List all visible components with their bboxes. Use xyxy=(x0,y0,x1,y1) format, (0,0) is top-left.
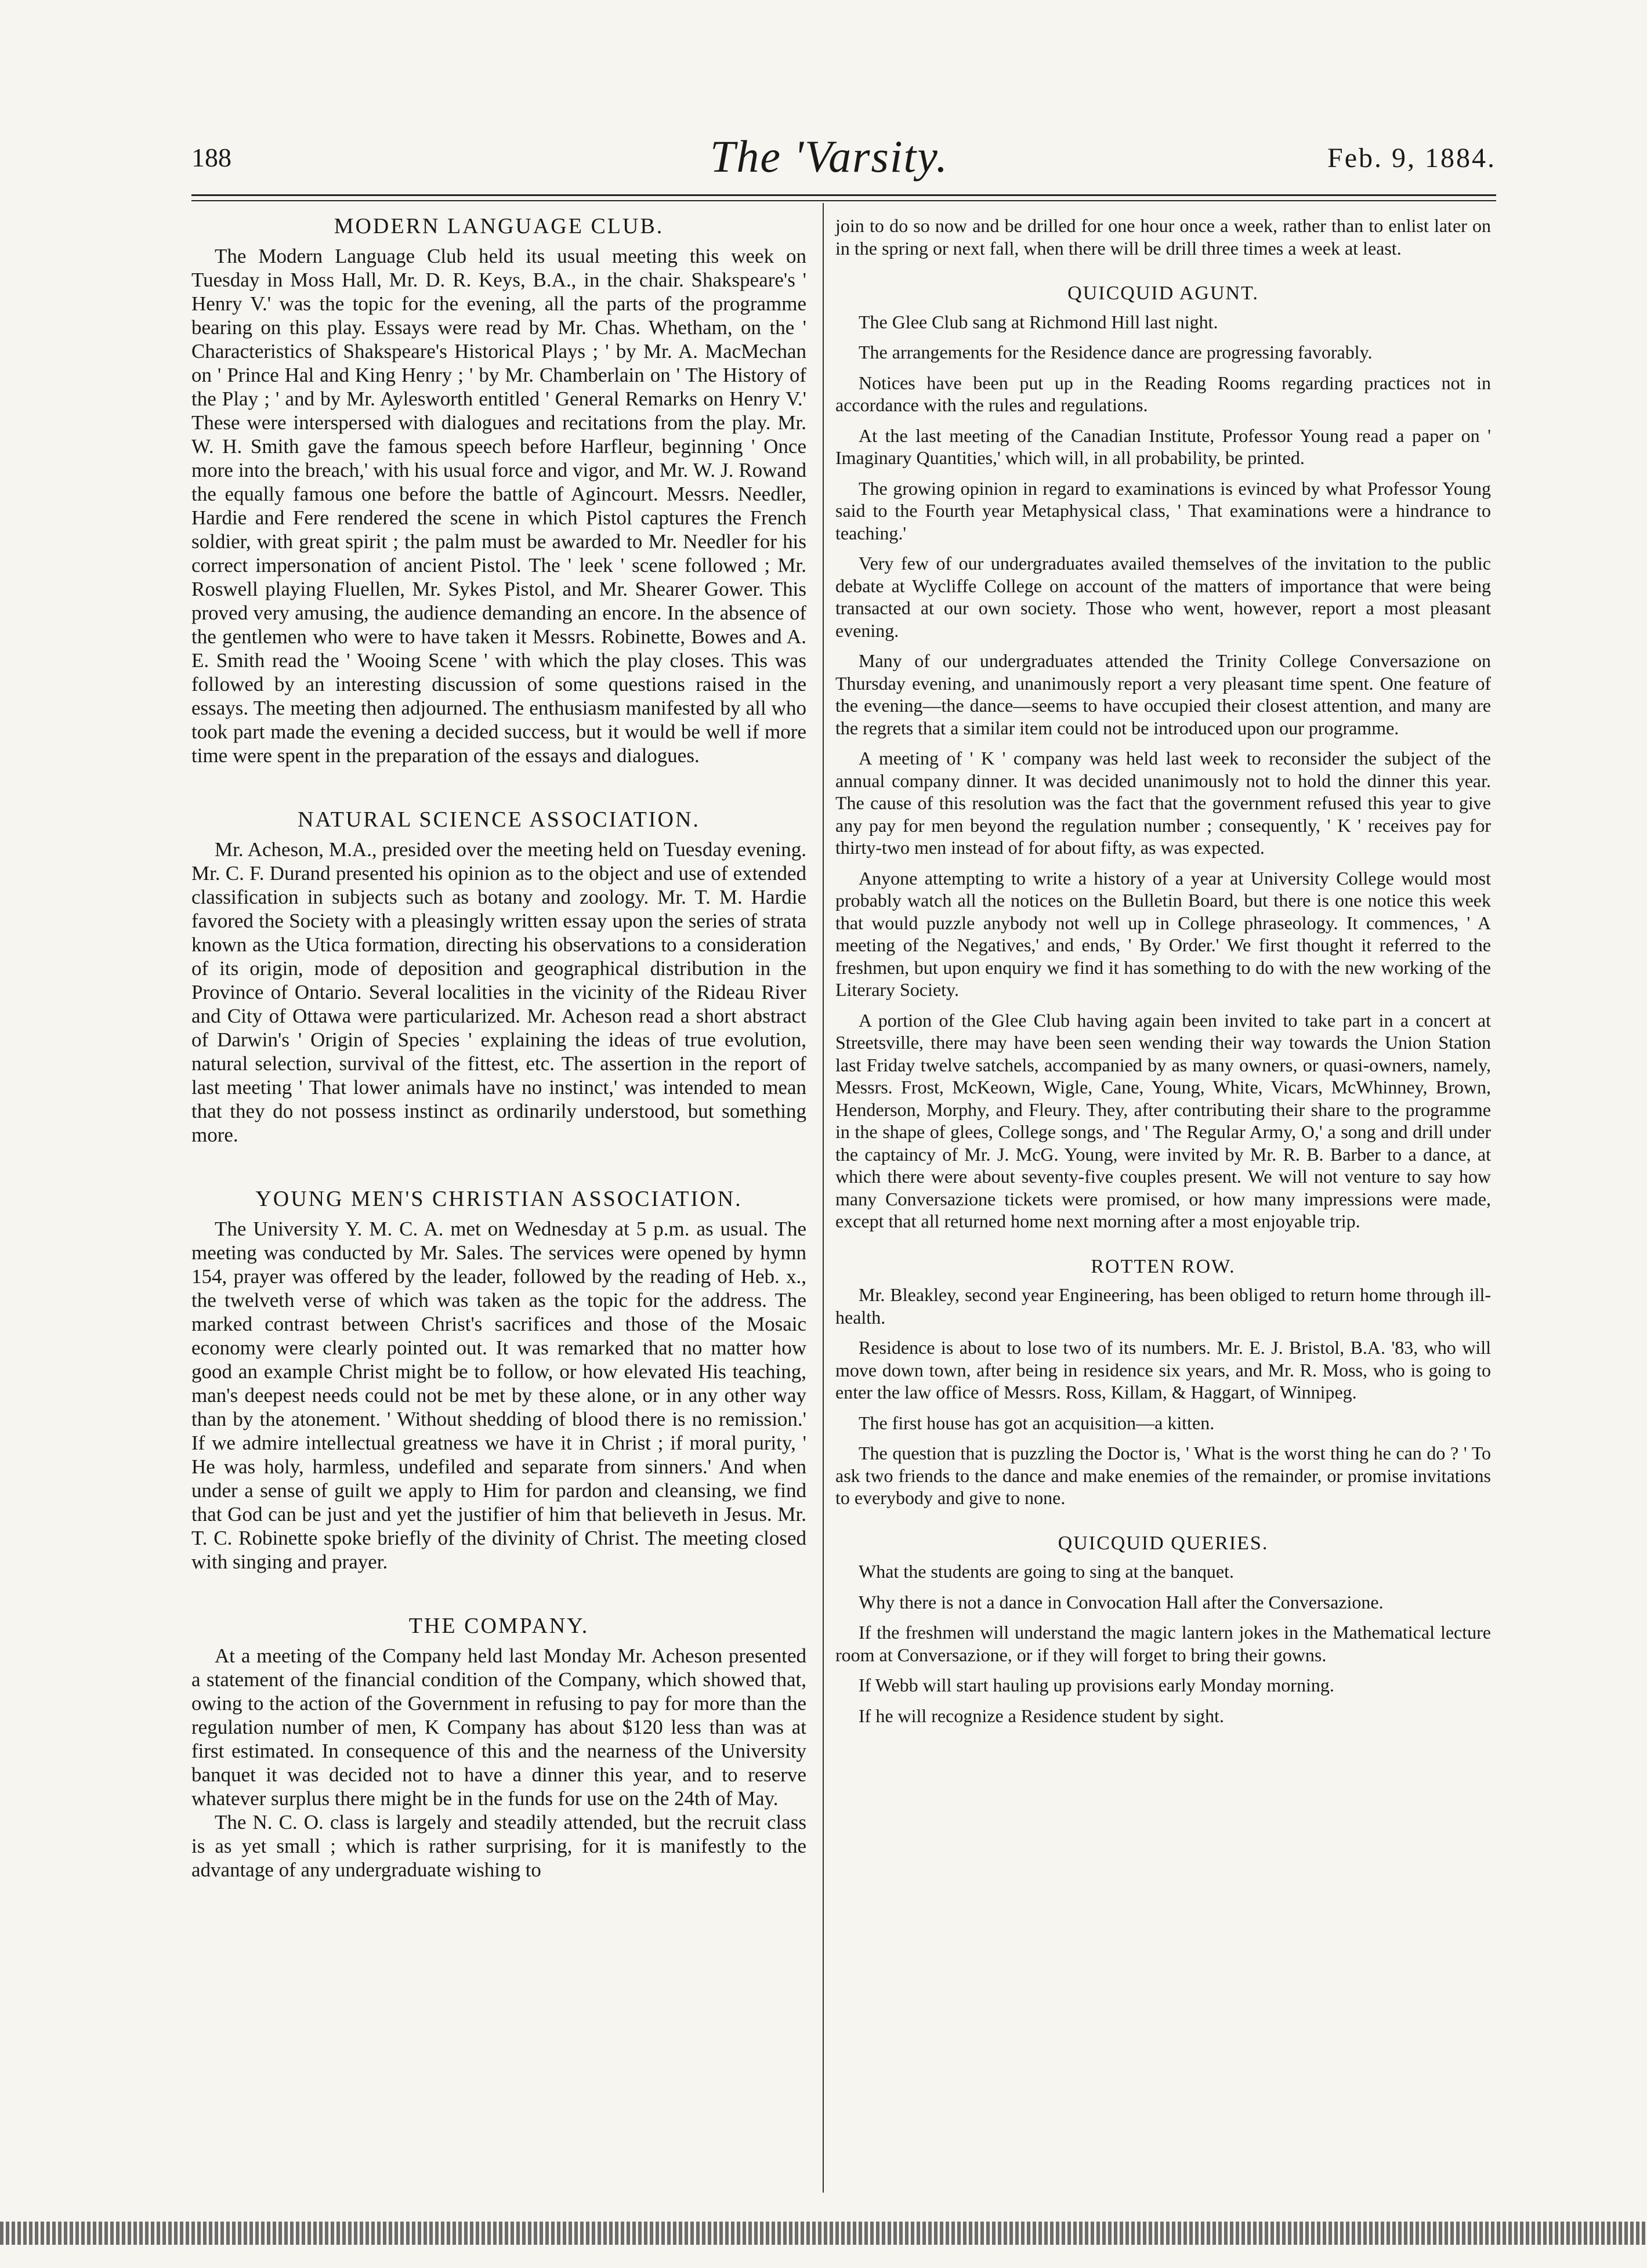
article-paragraph: The N. C. O. class is largely and steadily attended, but the recruit class is as yet small ; which is rather surprising, for it is manifestly to the advantage of any undergraduate wishing to xyxy=(191,1811,806,1881)
news-item: If Webb will start hauling up provisions early Monday morning. xyxy=(859,1675,1334,1695)
page-number: 188 xyxy=(191,143,231,172)
issue-date: Feb. 9, 1884. xyxy=(1327,143,1496,173)
article-paragraph: join to do so now and be drilled for one hour once a week, rather than to enlist later on in the spring or next fall, when there will be drill three times a week at least. xyxy=(835,215,1491,259)
header-rule-thin xyxy=(191,200,1496,201)
company-article xyxy=(191,1614,806,1882)
news-item: Mr. Bleakley, second year Engineering, has been obliged to return home through ill-health. xyxy=(835,1284,1491,1328)
news-item: What the students are going to sing at the banquet. xyxy=(859,1561,1234,1582)
article-heading: NATURAL SCIENCE ASSOCIATION. xyxy=(298,807,700,832)
left-column xyxy=(191,215,806,1882)
news-item: The question that is puzzling the Doctor is, ' What is the worst thing he can do ? ' To ask two friends to the dance and make enemies of the remainder, or promise invitations to everybody and give to none. xyxy=(835,1443,1491,1508)
ymca-article xyxy=(191,1187,806,1574)
natural-science-article xyxy=(191,808,806,1147)
news-item: Anyone attempting to write a history of a year at University College would most probably watch all the notices on the Bulletin Board, but there is one notice this week that would puzzle anybody not well up in College phraseology. It commences, ' A meeting of the Negatives,' and ends, ' By Order.' We first thought it referred to the freshmen, but upon enquiry we find it has something to do with the new working of the Literary Society. xyxy=(835,867,1491,1000)
quicquid-queries-article xyxy=(835,1532,1491,1727)
news-item: At the last meeting of the Canadian Institute, Professor Young read a paper on ' Imaginary Quantities,' which will, in all probability, be printed. xyxy=(835,425,1491,468)
article-paragraph: At a meeting of the Company held last Monday Mr. Acheson presented a statement of the financial condition of the Company, which showed that, owing to the action of the Government in refusing to pay for more than the regulation number of men, K Company has about $120 less than was at first estimated. In consequence of this and the nearness of the University banquet it was decided not to have a dinner this year, and to reserve whatever surplus there might be in the funds for use on the 24th of May. xyxy=(191,1644,806,1810)
news-item: A portion of the Glee Club having again been invited to take part in a concert at Streetsville, there may have been seen wending their way towards the Union Station last Friday twelve satchels, accompanied by as many owners, or quasi-owners, namely, Messrs. Frost, McKeown, Wigle, Cane, Young, White, Vicars, McWhinney, Brown, Henderson, Morphy, and Fleury. They, after contributing their share to the programme in the shape of glees, College songs, and ' The Regular Army, O,' a song and drill under the captaincy of Mr. J. McG. Young, were invited by Mr. R. B. Barber to a dance, at which there were about seventy-five couples present. We will not venture to say how many Conversazione tickets were promised, or how many impressions were made, except that all returned home next morning after a most enjoyable trip. xyxy=(835,1009,1491,1231)
article-heading: QUICQUID AGUNT. xyxy=(1067,282,1259,304)
article-heading: THE COMPANY. xyxy=(408,1614,589,1638)
news-item: The Glee Club sang at Richmond Hill last night. xyxy=(859,311,1218,332)
news-item: Notices have been put up in the Reading Rooms regarding practices not in accordance with the rules and regulations. xyxy=(835,372,1491,415)
company-article-continued xyxy=(835,215,1491,259)
news-item: Why there is not a dance in Convocation Hall after the Conversazione. xyxy=(859,1591,1384,1613)
article-heading: QUICQUID QUERIES. xyxy=(1058,1532,1269,1554)
article-paragraph: The Modern Language Club held its usual meeting this week on Tuesday in Moss Hall, Mr. D. R. Keys, B.A., in the chair. Shakspeare's ' Henry V.' was the topic for the evening, all the parts of the programme bearing on this play. Essays were read by Mr. Chas. Whetham, on the ' Characteristics of Shakspeare's Historical Plays ; ' by Mr. A. MacMechan on ' Prince Hal and King Henry ; ' by Mr. Chamberlain on ' The History of the Play ; ' and by Mr. Aylesworth entitled ' General Remarks on Henry V.' These were interspersed with dialogues and recitations from the play. Mr. W. H. Smith gave the famous speech before Harfleur, beginning ' Once more into the breach,' with his usual force and vigor, and Mr. W. J. Rowand the equally famous one before the battle of Agincourt. Messrs. Needler, Hardie and Fere rendered the scene in which Pistol captures the French soldier, with great spirit ; the palm must be awarded to Mr. Needler for his correct impersonation of ancient Pistol. The ' leek ' scene followed ; Mr. Roswell playing Fluellen, Mr. Sykes Pistol, and Mr. Shearer Gower. This proved very amusing, the audience demanding an encore. In the absence of the gentlemen who were to have taken it Messrs. Robinette, Bowes and A. E. Smith read the ' Wooing Scene ' with which the play closes. This was followed by an interesting discussion of some questions raised in the essays. The meeting then adjourned. The enthusiasm manifested by all who took part made the evening a decided success, but it would be well if more time were spent in the preparation of the essays and dialogues. xyxy=(191,245,806,767)
masthead-title: The 'Varsity. xyxy=(710,131,949,182)
news-item: A meeting of ' K ' company was held last week to reconsider the subject of the annual company dinner. It was decided unanimously not to hold the dinner this year. The cause of this resolution was the fact that the government refused this year to give any pay for men beyond the regulation number ; consequently, ' K ' receives pay for thirty-two men instead of for about fifty, as was expected. xyxy=(835,748,1491,858)
news-item: Many of our undergraduates attended the Trinity College Conversazione on Thursday evening, and unanimously report a very pleasant time spent. One feature of the evening—the dance—seems to have occupied their closest attention, and many are the regrets that a similar item could not be introduced upon our programme. xyxy=(835,650,1491,738)
article-heading: MODERN LANGUAGE CLUB. xyxy=(334,214,664,238)
news-item: The arrangements for the Residence dance are progressing favorably. xyxy=(859,342,1373,363)
news-item: Residence is about to lose two of its numbers. Mr. E. J. Bristol, B.A. '83, who will move down town, after being in residence six years, and Mr. R. Moss, who is going to enter the law office of Messrs. Ross, Killam, & Haggart, of Winnipeg. xyxy=(835,1337,1491,1403)
news-item: If the freshmen will understand the magic lantern jokes in the Mathematical lecture room at Conversazione, or if they will forget to bring their gowns. xyxy=(835,1622,1491,1665)
article-paragraph: The University Y. M. C. A. met on Wednesday at 5 p.m. as usual. The meeting was conducted by Mr. Sales. The services were opened by hymn 154, prayer was offered by the leader, followed by the reading of Heb. x., the twelveth verse of which was taken as the topic for the address. The marked contrast between Christ's sacrifices and those of the Mosaic economy were clearly pointed out. It was remarked that no matter how good an example Christ might be to follow, or how elevated His teaching, man's deepest needs could not be met by these alone, or in any other way than by the atonement. ' Without shedding of blood there is no remission.' If we admire intellectual greatness we have it in Christ ; if moral purity, ' He was holy, harmless, undefiled and separate from sinners.' And when under a sense of guilt we apply to Him for pardon and cleansing, we find that God can be just and yet the justifier of him that believeth in Jesus. Mr. T. C. Robinette spoke briefly of the divinity of Christ. The meeting closed with singing and prayer. xyxy=(191,1218,806,1573)
right-column xyxy=(835,215,1491,1735)
column-divider xyxy=(823,203,824,2193)
article-heading: ROTTEN ROW. xyxy=(1091,1255,1236,1277)
article-paragraph: Mr. Acheson, M.A., presided over the meeting held on Tuesday evening. Mr. C. F. Durand presented his opinion as to the object and use of extended classification in subjects such as botany and zoology. Mr. T. M. Hardie favored the Society with a pleasingly written essay upon the series of strata known as the Utica formation, directing his observations to a consideration of its origin, mode of deposition and geographical distribution in the Province of Ontario. Several localities in the vicinity of the Rideau River and City of Ottawa were particularized. Mr. Acheson read a short abstract of Darwin's ' Origin of Species ' explaining the ideas of true evolution, natural selection, survival of the fittest, etc. The assertion in the report of last meeting ' That lower animals have no instinct,' was intended to mean that they do not possess instinct as ordinarily understood, but something more. xyxy=(191,838,806,1146)
header-rule xyxy=(191,194,1496,196)
quicquid-agunt-article xyxy=(835,282,1491,1233)
rotten-row-article xyxy=(835,1256,1491,1509)
article-heading: YOUNG MEN'S CHRISTIAN ASSOCIATION. xyxy=(255,1187,743,1211)
news-item: The growing opinion in regard to examinations is evinced by what Professor Young said to the Fourth year Metaphysical class, ' That examinations were a hindrance to teaching.' xyxy=(835,477,1491,544)
page-edge-strip xyxy=(0,2222,1647,2245)
modern-language-club-article xyxy=(191,215,806,767)
news-item: The first house has got an acquisition—a kitten. xyxy=(859,1412,1215,1433)
news-item: Very few of our undergraduates availed themselves of the invitation to the public debate at Wycliffe College on account of the matters of importance that were being transacted at our own society. Those who went, however, report a most pleasant evening. xyxy=(835,553,1491,641)
page-header xyxy=(162,131,1496,194)
news-item: If he will recognize a Residence student by sight. xyxy=(859,1705,1225,1726)
